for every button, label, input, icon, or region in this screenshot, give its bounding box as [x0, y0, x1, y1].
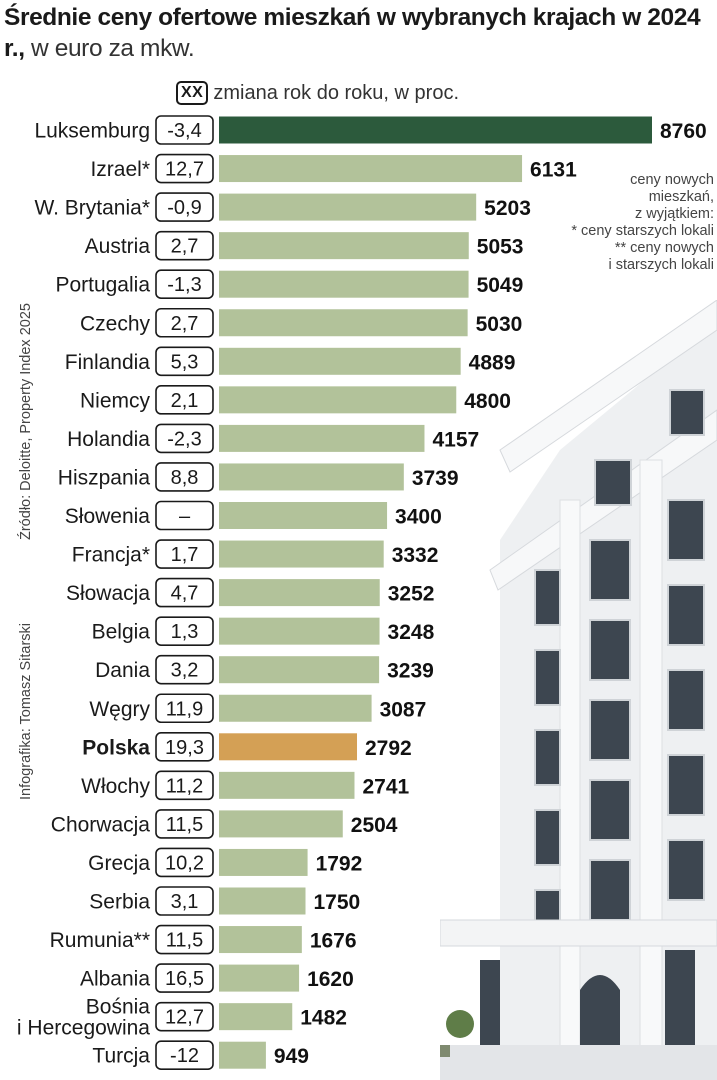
value-label: 4157 — [432, 428, 480, 452]
value-label: 3248 — [387, 621, 435, 645]
change-label: 8,8 — [170, 466, 199, 489]
change-label: -12 — [170, 1045, 199, 1068]
change-label: 11,9 — [165, 698, 204, 721]
title-unit: w euro za mkw. — [31, 35, 195, 62]
country-label: Chorwacja — [50, 813, 150, 837]
title-bold: Średnie ceny ofertowe mieszkań w wybranych krajach w 2024 r., — [4, 4, 701, 62]
change-label: -0,9 — [167, 197, 202, 220]
value-label: 3252 — [387, 582, 435, 606]
bar — [219, 1042, 266, 1069]
value-label: 5030 — [475, 312, 523, 336]
value-label: 3739 — [411, 466, 459, 490]
change-label: 2,7 — [170, 235, 199, 258]
country-label: Grecja — [88, 851, 150, 875]
value-label: 3400 — [395, 505, 442, 529]
note-line: mieszkań, — [648, 189, 714, 205]
bar — [219, 309, 468, 336]
note-line: i starszych lokali — [608, 257, 714, 273]
bar — [219, 194, 476, 221]
country-label: Luksemburg — [34, 119, 150, 143]
bar — [219, 425, 424, 452]
country-label: Rumunia** — [49, 929, 150, 953]
bar — [219, 271, 469, 298]
value-label: 5203 — [484, 197, 531, 221]
change-label: 11,5 — [165, 929, 204, 952]
country-label: Węgry — [89, 697, 150, 721]
change-label: -3,4 — [167, 120, 202, 142]
country-label: Albania — [79, 967, 150, 991]
change-label: 3,2 — [170, 659, 199, 682]
change-label: 16,5 — [165, 968, 204, 991]
value-label: 2504 — [350, 813, 398, 837]
country-label: Serbia — [89, 890, 150, 914]
country-label: Słowacja — [65, 582, 150, 606]
value-label: 2792 — [365, 736, 412, 760]
bar — [219, 695, 372, 722]
bar — [219, 888, 306, 915]
value-label: 1792 — [315, 852, 363, 876]
country-label: Hiszpania — [57, 466, 150, 490]
country-label: Słowenia — [64, 505, 150, 528]
bar — [219, 117, 652, 144]
note-line: ceny nowych — [630, 172, 714, 188]
country-label: Izrael* — [90, 158, 150, 182]
change-label: 5,3 — [170, 351, 199, 374]
value-label: 2741 — [362, 775, 410, 799]
change-label: 3,1 — [170, 891, 199, 913]
note-line: * ceny starszych lokali — [571, 223, 714, 239]
bar — [219, 502, 387, 529]
value-label: 5053 — [476, 235, 524, 259]
source-credit: Źródło: Deloitte, Property Index 2025 — [18, 303, 34, 540]
country-label: Francja* — [71, 543, 150, 567]
bar — [219, 386, 456, 413]
bar — [219, 155, 522, 182]
change-label: -2,3 — [167, 428, 202, 451]
bar — [219, 618, 380, 645]
country-label: Bośnia i Hercegowina — [16, 995, 150, 1040]
legend-box: XX — [176, 81, 208, 105]
change-label: 11,2 — [165, 775, 204, 798]
bar — [219, 772, 354, 799]
note-line: z wyjątkiem: — [635, 206, 714, 222]
country-label: Turcja — [92, 1044, 150, 1068]
change-label: 4,7 — [170, 582, 199, 605]
change-label: 1,3 — [170, 621, 199, 644]
value-label: 1620 — [307, 968, 354, 992]
side-note — [536, 172, 714, 274]
bar — [219, 965, 299, 992]
country-label: Dania — [95, 659, 150, 683]
change-label: 2,7 — [170, 312, 199, 335]
bar — [219, 733, 357, 760]
note-line: ** ceny nowych — [614, 240, 714, 256]
change-label: 12,7 — [165, 1006, 204, 1029]
change-label: 19,3 — [165, 736, 204, 759]
country-label: Niemcy — [79, 389, 150, 413]
value-label: 4889 — [468, 351, 516, 375]
bar — [219, 849, 308, 876]
country-label: Finlandia — [64, 350, 150, 374]
country-label: Włochy — [81, 774, 150, 798]
value-label: 1676 — [309, 929, 357, 953]
country-label: Holandia — [67, 427, 150, 451]
bar — [219, 232, 469, 259]
bar — [219, 1003, 292, 1030]
change-label: 2,1 — [170, 389, 199, 412]
value-label: 5049 — [476, 274, 524, 298]
legend-text: zmiana rok do roku, w proc. — [213, 81, 459, 104]
country-label: Belgia — [91, 620, 150, 644]
value-label: 4800 — [464, 389, 511, 413]
bar — [219, 541, 384, 568]
change-label: – — [178, 505, 191, 528]
infographic-credit: Infografika: Tomasz Sitarski — [18, 622, 34, 800]
value-label: 3087 — [379, 698, 427, 722]
country-label: Austria — [84, 235, 150, 259]
change-label: 10,2 — [165, 852, 204, 875]
bar — [219, 656, 379, 683]
bar — [219, 926, 302, 953]
value-label: 1482 — [300, 1006, 347, 1030]
bar — [219, 463, 404, 490]
country-label: Portugalia — [55, 273, 150, 297]
change-label: -1,3 — [167, 274, 202, 297]
value-label: 8760 — [660, 120, 707, 143]
bar — [219, 810, 343, 837]
change-label: 12,7 — [165, 158, 204, 181]
bar — [219, 348, 461, 375]
value-label: 1750 — [313, 891, 361, 914]
value-label: 6131 — [530, 158, 577, 182]
country-label: Czechy — [79, 312, 150, 336]
value-label: 949 — [273, 1045, 309, 1069]
country-label: Polska — [82, 736, 150, 760]
change-label: 11,5 — [165, 813, 204, 836]
bar — [219, 579, 380, 606]
change-label: 1,7 — [170, 544, 199, 567]
value-label: 3239 — [387, 659, 434, 683]
country-label: W. Brytania* — [34, 196, 150, 220]
value-label: 3332 — [391, 544, 439, 568]
